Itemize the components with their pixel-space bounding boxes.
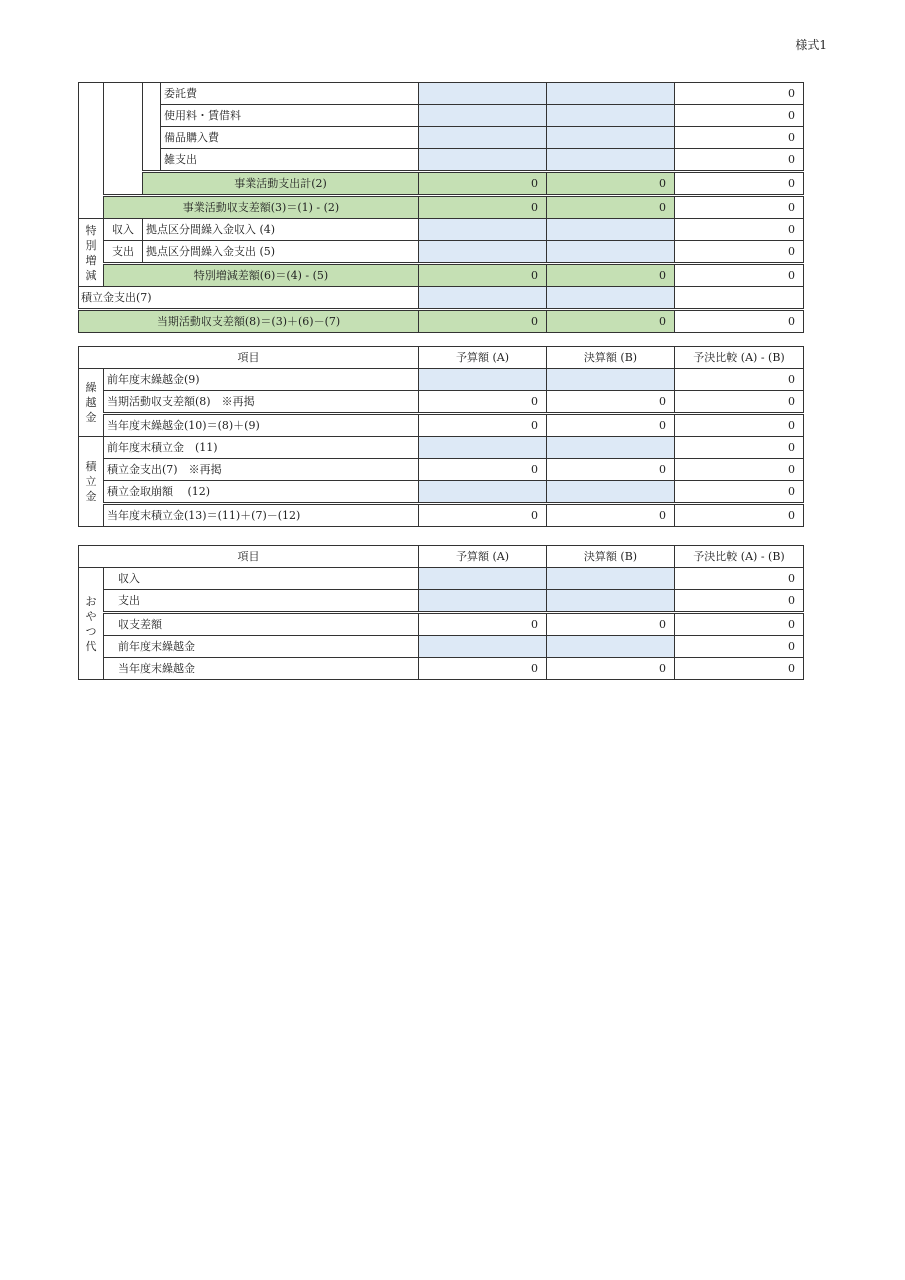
diff-value: 0	[675, 636, 804, 658]
activity-balance-actual: 0	[547, 196, 675, 219]
diff-value: 0	[675, 481, 804, 504]
table-row	[79, 287, 804, 310]
row-label: 前年度末繰越金(9)	[104, 369, 419, 391]
budget-input[interactable]	[419, 590, 547, 613]
diff-value: 0	[675, 568, 804, 590]
expense-total-label: 事業活動支出計(2)	[143, 172, 419, 196]
diff-value: 0	[675, 658, 804, 680]
special-group-label: 特 別 増 減	[79, 219, 104, 287]
header-diff: 予決比較 (A) - (B)	[675, 347, 804, 369]
table-row	[79, 636, 804, 658]
table-row	[79, 414, 804, 437]
special-expense-label: 拠点区分間繰入金支出 (5)	[143, 241, 419, 264]
budget-value: 0	[419, 613, 547, 636]
row-label: 備品購入費	[161, 127, 419, 149]
table-row	[79, 459, 804, 481]
diff-value: 0	[675, 613, 804, 636]
table-row	[79, 127, 804, 149]
table-row	[79, 590, 804, 613]
snack-fee-table	[78, 545, 804, 680]
special-balance-actual: 0	[547, 264, 675, 287]
actual-value: 0	[547, 459, 675, 481]
period-balance-budget: 0	[419, 310, 547, 333]
budget-input[interactable]	[419, 241, 547, 264]
period-balance-actual: 0	[547, 310, 675, 333]
budget-input[interactable]	[419, 437, 547, 459]
activity-table	[78, 82, 804, 333]
expense-total-budget: 0	[419, 172, 547, 196]
diff-value: 0	[675, 369, 804, 391]
diff-value: 0	[675, 105, 804, 127]
table-row	[79, 264, 804, 287]
header-budget: 予算額 (A)	[419, 347, 547, 369]
table-row	[79, 83, 804, 105]
budget-value: 0	[419, 658, 547, 680]
actual-input[interactable]	[547, 568, 675, 590]
budget-value: 0	[419, 459, 547, 481]
table-row	[79, 481, 804, 504]
reserve-expense-label: 積立金支出(7)	[79, 287, 419, 310]
row-label: 積立金支出(7) ※再掲	[104, 459, 419, 481]
table-row	[79, 310, 804, 333]
diff-value: 0	[675, 391, 804, 414]
actual-value: 0	[547, 391, 675, 414]
budget-value: 0	[419, 504, 547, 527]
budget-input[interactable]	[419, 369, 547, 391]
row-label: 当年度末繰越金(10)＝(8)＋(9)	[104, 414, 419, 437]
budget-input[interactable]	[419, 83, 547, 105]
actual-value: 0	[547, 504, 675, 527]
row-label: 前年度末積立金 (11)	[104, 437, 419, 459]
activity-balance-label: 事業活動収支差額(3)＝(1) - (2)	[104, 196, 419, 219]
special-balance-budget: 0	[419, 264, 547, 287]
special-income-label: 拠点区分間繰入金収入 (4)	[143, 219, 419, 241]
diff-value: 0	[675, 437, 804, 459]
table-row	[79, 658, 804, 680]
activity-balance-budget: 0	[419, 196, 547, 219]
form-label: 様式1	[795, 38, 827, 52]
header-row	[79, 347, 804, 369]
diff-value: 0	[675, 241, 804, 264]
row-label: 当期活動収支差額(8) ※再掲	[104, 391, 419, 414]
header-actual: 決算額 (B)	[547, 347, 675, 369]
row-label: 前年度末繰越金	[104, 636, 419, 658]
header-item: 項目	[79, 347, 419, 369]
table-row	[79, 219, 804, 241]
actual-input[interactable]	[547, 127, 675, 149]
header-item: 項目	[79, 546, 419, 568]
actual-input[interactable]	[547, 481, 675, 504]
table-row	[79, 241, 804, 264]
row-label: 雑支出	[161, 149, 419, 172]
row-label: 当年度末積立金(13)＝(11)＋(7)－(12)	[104, 504, 419, 527]
diff-value: 0	[675, 590, 804, 613]
actual-input[interactable]	[547, 105, 675, 127]
row-label: 委託費	[161, 83, 419, 105]
diff-value: 0	[675, 219, 804, 241]
expense-total-diff: 0	[675, 172, 804, 196]
table-row	[79, 172, 804, 196]
budget-value: 0	[419, 391, 547, 414]
budget-value: 0	[419, 414, 547, 437]
actual-input[interactable]	[547, 437, 675, 459]
diff-value: 0	[675, 83, 804, 105]
period-balance-diff: 0	[675, 310, 804, 333]
table-row	[79, 149, 804, 172]
budget-input[interactable]	[419, 481, 547, 504]
actual-input[interactable]	[547, 241, 675, 264]
special-expense-type: 支出	[104, 241, 143, 264]
table-row	[79, 105, 804, 127]
row-label: 積立金取崩額 (12)	[104, 481, 419, 504]
actual-input[interactable]	[547, 369, 675, 391]
special-income-type: 収入	[104, 219, 143, 241]
expense-total-actual: 0	[547, 172, 675, 196]
table-row	[79, 504, 804, 527]
budget-input[interactable]	[419, 105, 547, 127]
row-label: 収支差額	[104, 613, 419, 636]
actual-value: 0	[547, 613, 675, 636]
row-label: 当年度末繰越金	[104, 658, 419, 680]
table-row	[79, 568, 804, 590]
actual-input[interactable]	[547, 636, 675, 658]
actual-input[interactable]	[547, 287, 675, 310]
actual-input[interactable]	[547, 83, 675, 105]
budget-input[interactable]	[419, 636, 547, 658]
reserve-group-label: 積 立 金	[79, 437, 104, 527]
header-row	[79, 546, 804, 568]
table-row	[79, 437, 804, 459]
diff-value: 0	[675, 504, 804, 527]
header-actual: 決算額 (B)	[547, 546, 675, 568]
activity-balance-diff: 0	[675, 196, 804, 219]
special-balance-label: 特別増減差額(6)＝(4) - (5)	[104, 264, 419, 287]
carryover-group-label: 繰 越 金	[79, 369, 104, 437]
diff-value: 0	[675, 414, 804, 437]
actual-input[interactable]	[547, 590, 675, 613]
row-label: 使用料・賃借料	[161, 105, 419, 127]
budget-input[interactable]	[419, 287, 547, 310]
actual-value: 0	[547, 414, 675, 437]
budget-input[interactable]	[419, 127, 547, 149]
snack-group-label: お や つ 代	[79, 568, 104, 680]
table-row	[79, 369, 804, 391]
budget-input[interactable]	[419, 219, 547, 241]
carryover-table	[78, 346, 804, 527]
special-balance-diff: 0	[675, 264, 804, 287]
table-row	[79, 196, 804, 219]
header-diff: 予決比較 (A) - (B)	[675, 546, 804, 568]
actual-input[interactable]	[547, 149, 675, 172]
diff-value: 0	[675, 149, 804, 172]
budget-input[interactable]	[419, 568, 547, 590]
actual-value: 0	[547, 658, 675, 680]
diff-value: 0	[675, 459, 804, 481]
table-row	[79, 613, 804, 636]
actual-input[interactable]	[547, 219, 675, 241]
diff-value: 0	[675, 127, 804, 149]
row-label: 支出	[104, 590, 419, 613]
table-row	[79, 391, 804, 414]
row-label: 収入	[104, 568, 419, 590]
header-budget: 予算額 (A)	[419, 546, 547, 568]
period-balance-label: 当期活動収支差額(8)＝(3)＋(6)－(7)	[79, 310, 419, 333]
budget-input[interactable]	[419, 149, 547, 172]
